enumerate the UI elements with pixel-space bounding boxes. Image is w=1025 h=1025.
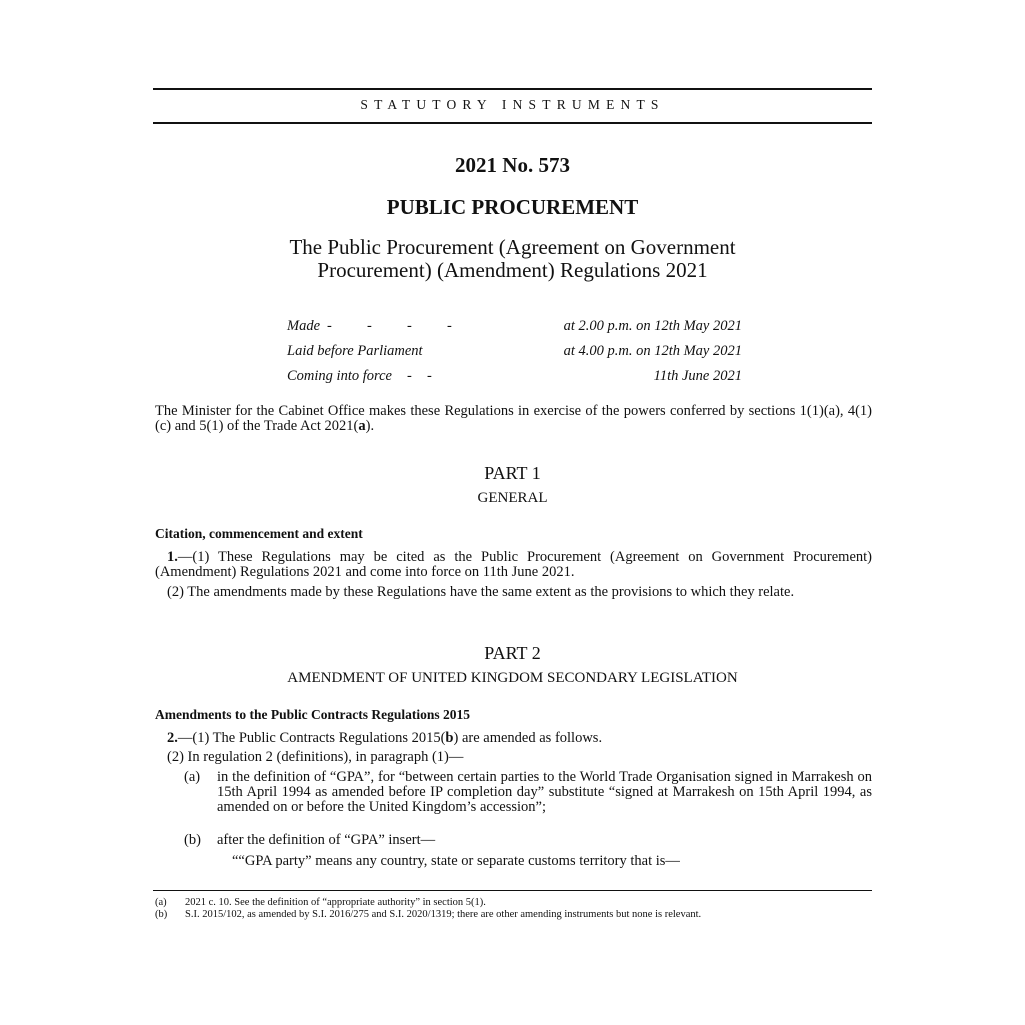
list-text: after the definition of “GPA” insert— — [217, 832, 436, 848]
part-2-number: PART 2 — [484, 643, 541, 663]
footnote-text: 2021 c. 10. See the definition of “appropriate authority” in section 5(1). — [185, 897, 486, 908]
list-marker: (b) — [184, 832, 201, 848]
regulation-2-para-2: (2) In regulation 2 (definitions), in paragraph (1)— — [167, 749, 464, 765]
date-row-made — [287, 318, 742, 343]
regulation-number: 2. — [167, 730, 178, 746]
footnote-marker: (a) — [155, 897, 167, 908]
title-line-1: The Public Procurement (Agreement on Government — [289, 235, 736, 259]
date-row-coming-into-force — [287, 368, 742, 393]
footnote-marker: (b) — [155, 909, 168, 920]
date-label: Coming into force - - — [287, 368, 432, 384]
list-text: in the definition of “GPA”, for “between certain parties to the World Trade Organisation signed in Marrakesh on 15th April 1994 as amended before IP completion day” substitute “signed at Marrakesh on 15th April 1994, as amended on or before the United Kingdom’s accession”; — [217, 769, 872, 815]
header-bottom-rule — [153, 122, 872, 124]
regulation-1-para-2: (2) The amendments made by these Regulations have the same extent as the provisions to which they relate. — [167, 584, 795, 600]
part-1-title: GENERAL — [477, 490, 548, 506]
part-1-number: PART 1 — [484, 463, 541, 483]
section-heading-amendments: Amendments to the Public Contracts Regulations 2015 — [155, 707, 470, 722]
instrument-title — [153, 236, 872, 282]
part-2-title: AMENDMENT OF UNITED KINGDOM SECONDARY LEGISLATION — [287, 670, 738, 686]
section-heading-citation: Citation, commencement and extent — [155, 526, 363, 541]
date-value: at 4.00 p.m. on 12th May 2021 — [563, 343, 742, 359]
footnote-rule — [153, 890, 872, 891]
date-value: 11th June 2021 — [653, 368, 742, 384]
regulation-2-para-1: 2.—(1) The Public Contracts Regulations 2015(b) are amended as follows. — [167, 730, 603, 746]
date-label: Made - - - - — [287, 318, 452, 334]
dates-table — [287, 318, 742, 393]
footnote-b — [155, 909, 872, 921]
preamble: The Minister for the Cabinet Office makes these Regulations in exercise of the powers conferred by sections 1(1)(a), 4(1)(c) and 5(1) of the Trade Act 2021(a). — [155, 403, 872, 434]
footnote-a — [155, 897, 872, 909]
header-top-rule — [153, 88, 872, 90]
inserted-definition: ““GPA party” means any country, state or separate customs territory that is— — [232, 853, 680, 869]
date-value: at 2.00 p.m. on 12th May 2021 — [563, 318, 742, 334]
header-label: STATUTORY INSTRUMENTS — [360, 97, 665, 112]
footnotes — [155, 897, 872, 921]
footnote-ref: b — [445, 730, 454, 746]
list-marker: (a) — [184, 769, 201, 785]
date-label: Laid before Parliament — [287, 343, 423, 359]
regulation-number: 1. — [167, 549, 178, 565]
instrument-number: 2021 No. 573 — [455, 153, 570, 177]
title-line-2: Procurement) (Amendment) Regulations 2021 — [317, 258, 708, 282]
date-row-laid — [287, 343, 742, 368]
footnote-ref: a — [358, 418, 366, 434]
instrument-subject: PUBLIC PROCUREMENT — [386, 195, 639, 219]
regulation-1-para-1: 1.—(1) These Regulations may be cited as the Public Procurement (Agreement on Government Procurement) (Amendment) Regulations 2021 and come into force on 11th June 2021. — [155, 549, 872, 580]
footnote-text: S.I. 2015/102, as amended by S.I. 2016/275 and S.I. 2020/1319; there are other amending instruments but none is relevant. — [185, 909, 702, 920]
